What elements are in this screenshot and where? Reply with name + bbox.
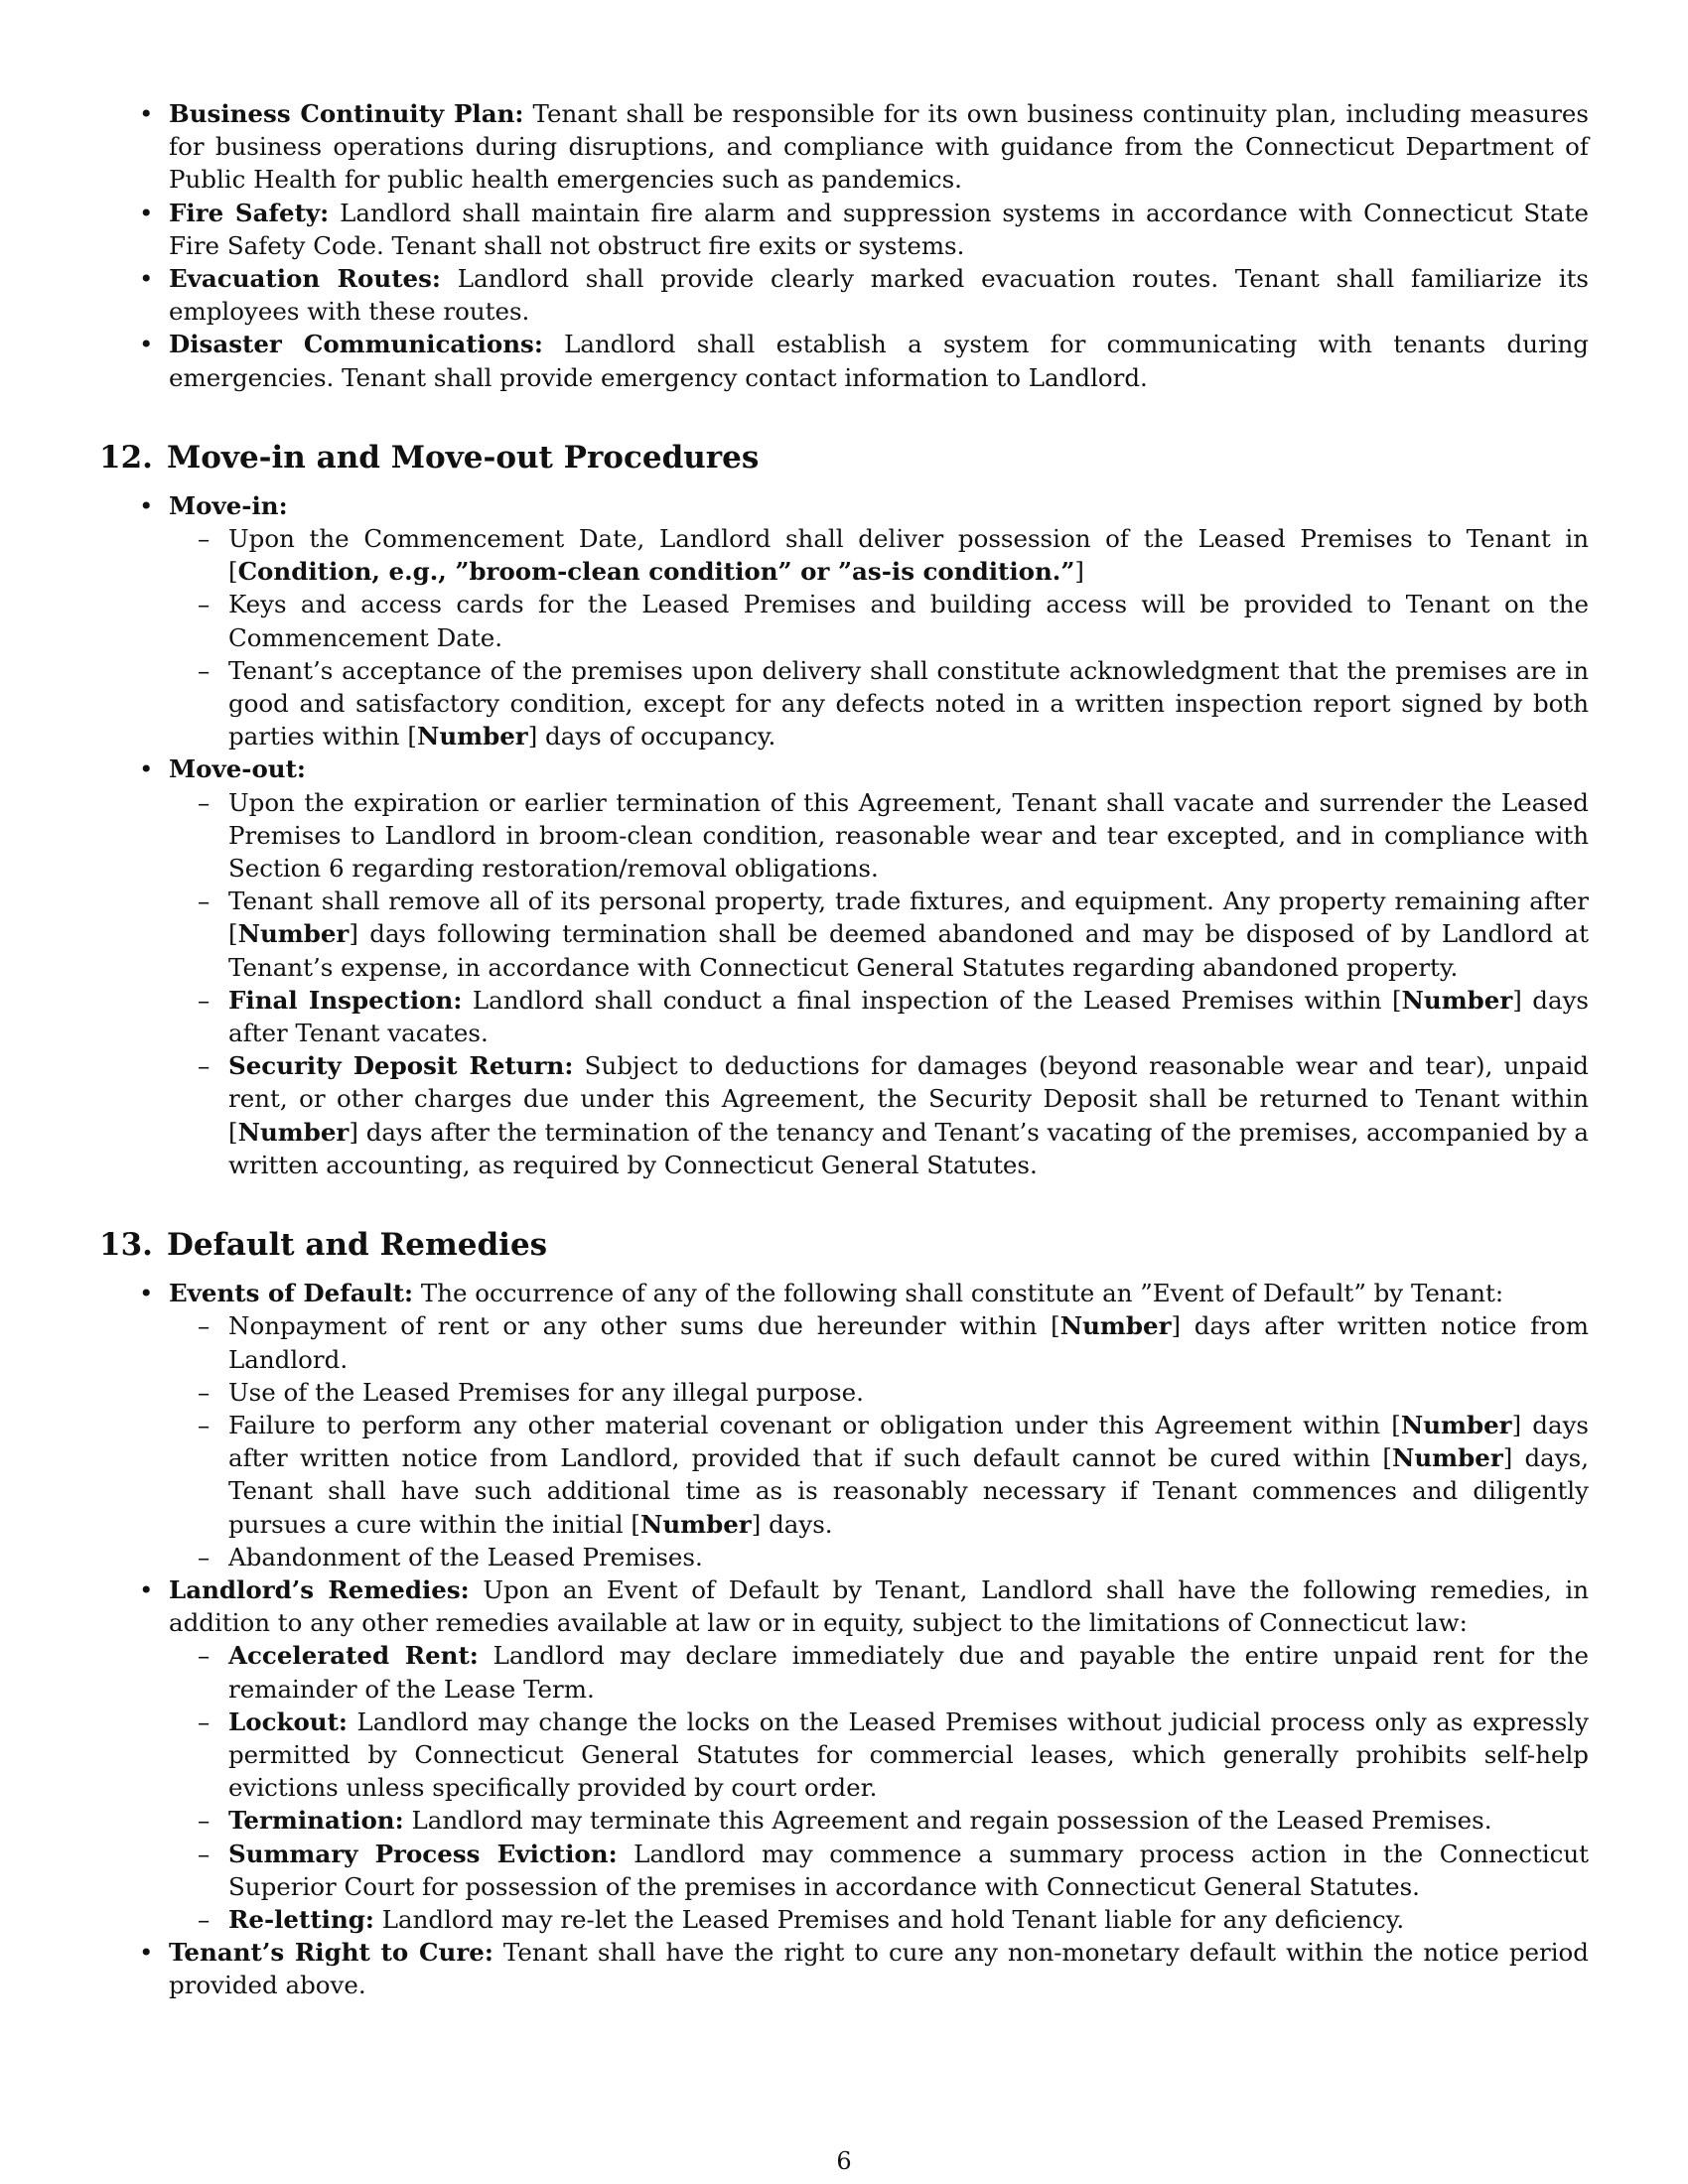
- section-13-heading: [99, 1225, 1589, 1265]
- item-text: Upon the Commencement Date, Landlord shall deliver possession of the Leased Premises to Tenant in [: [228, 524, 1589, 587]
- document-body: [99, 97, 1589, 2002]
- sub-list-item: [228, 1541, 1589, 1573]
- section-number: 12.: [99, 439, 153, 476]
- placeholder-text: Number: [416, 722, 528, 751]
- item-text: ] days after the termination of the tenancy and Tenant’s vacating of the premises, accompanied by a written accounting, as required by Connecticut General Statutes.: [228, 1117, 1589, 1179]
- sub-list-item: [228, 1838, 1589, 1903]
- item-label: Lockout:: [228, 1706, 348, 1736]
- placeholder-text: Number: [237, 1117, 350, 1147]
- sub-list-item: [228, 588, 1589, 653]
- item-text: Landlord may commence a summary process action in the Connecticut Superior Court for possession of the premises in accordance with Connecticut General Statutes.: [228, 1839, 1590, 1901]
- remedies-sublist: [169, 1639, 1589, 1936]
- item-label: Final Inspection:: [228, 985, 463, 1015]
- item-text: The occurrence of any of the following shall constitute an ”Event of Default” by Tenant:: [420, 1279, 1504, 1308]
- events-of-default-item: [169, 1277, 1589, 1573]
- section-title: Default and Remedies: [166, 1227, 548, 1264]
- section-13-list: [99, 1277, 1589, 2001]
- section-title: Move-in and Move-out Procedures: [166, 439, 760, 476]
- placeholder-text: Number: [237, 919, 350, 949]
- item-label: Termination:: [228, 1806, 404, 1836]
- sub-list-item: [228, 1903, 1589, 1936]
- list-item: [169, 262, 1589, 328]
- sub-list-item: [228, 1639, 1589, 1705]
- placeholder-text: Number: [639, 1509, 752, 1539]
- placeholder-text: Number: [1401, 985, 1513, 1015]
- placeholder-text: Condition, e.g., ”broom-clean condition” or ”as-is condition.”: [237, 557, 1075, 587]
- list-item: [169, 328, 1589, 393]
- item-label: Move-out:: [169, 754, 306, 784]
- item-text: Failure to perform any other material covenant or obligation under this Agreement within [: [228, 1410, 1401, 1439]
- item-text: Use of the Leased Premises for any illegal purpose.: [228, 1377, 864, 1407]
- sub-list-item: [228, 984, 1589, 1049]
- item-text: Landlord shall provide clearly marked evacuation routes. Tenant shall familiarize its employees with these routes.: [169, 264, 1589, 327]
- item-text: Upon an Event of Default by Tenant, Landlord shall have the following remedies, in addition to any other remedies available at law or in equity, subject to the limitations of Connecticut law:: [169, 1574, 1589, 1638]
- item-text: Landlord may change the locks on the Leased Premises without judicial process only as expressly permitted by Connecticut General Statutes for commercial leases, which generally prohibits self-help evictions unless specifically provided by court order.: [228, 1706, 1589, 1803]
- section-11-list: [99, 97, 1589, 394]
- placeholder-text: Number: [1400, 1410, 1512, 1439]
- item-label: Security Deposit Return:: [228, 1051, 574, 1081]
- item-text: Landlord shall establish a system for communicating with tenants during emergencies. Tenant shall provide emergency contact information to Landlord.: [169, 330, 1589, 392]
- events-sublist: [169, 1309, 1589, 1573]
- item-label: Re-letting:: [228, 1904, 374, 1934]
- item-text: Landlord may re-let the Leased Premises and hold Tenant liable for any deficiency.: [381, 1904, 1405, 1934]
- item-text: Landlord shall maintain fire alarm and suppression systems in accordance with Connecticut State Fire Safety Code. Tenant shall not obstruct fire exits or systems.: [169, 198, 1589, 260]
- list-item: [169, 197, 1589, 262]
- item-label: Accelerated Rent:: [228, 1641, 479, 1671]
- item-text: ] days, Tenant shall have such additional time as is reasonably necessary if Tenant commences and diligently pursues a cure within the initial [: [228, 1443, 1589, 1539]
- item-text: Tenant shall have the right to cure any non-monetary default within the notice period provided above.: [169, 1938, 1589, 2000]
- item-label: Events of Default:: [169, 1279, 414, 1308]
- move-in-item: [169, 489, 1589, 753]
- item-text: ]: [1074, 557, 1084, 587]
- item-label: Tenant’s Right to Cure:: [169, 1938, 493, 1968]
- move-out-sublist: [169, 786, 1589, 1181]
- sub-list-item: [228, 1309, 1589, 1375]
- item-label: Disaster Communications:: [169, 330, 543, 359]
- sub-list-item: [228, 654, 1589, 753]
- section-number: 13.: [99, 1227, 153, 1264]
- item-text: Landlord may terminate this Agreement and regain possession of the Leased Premises.: [411, 1806, 1492, 1836]
- sub-list-item: [228, 786, 1589, 886]
- item-text: ] days.: [751, 1509, 833, 1539]
- landlord-remedies-item: [169, 1573, 1589, 1936]
- item-text: Keys and access cards for the Leased Premises and building access will be provided to Tenant on the Commencement Date.: [228, 590, 1589, 652]
- item-label: Landlord’s Remedies:: [169, 1574, 470, 1604]
- item-text: Landlord may declare immediately due and payable the entire unpaid rent for the remainder of the Lease Term.: [228, 1641, 1589, 1704]
- move-out-item: [169, 752, 1589, 1181]
- item-text: Tenant’s acceptance of the premises upon delivery shall constitute acknowledgment that the premises are in good and satisfactory condition, except for any defects noted in a written inspection report signed by both parties within [: [228, 655, 1589, 751]
- sub-list-item: [228, 1049, 1589, 1181]
- item-label: Move-in:: [169, 490, 288, 520]
- sub-list-item: [228, 1804, 1589, 1837]
- item-text: Upon the expiration or earlier termination of this Agreement, Tenant shall vacate and surrender the Leased Premises to Landlord in broom-clean condition, reasonable wear and tear excepted, and in compliance with Section 6 regarding restoration/removal obligations.: [228, 787, 1589, 884]
- sub-list-item: [228, 1376, 1589, 1409]
- section-12-heading: [99, 438, 1589, 478]
- item-label: Evacuation Routes:: [169, 264, 441, 294]
- item-text: ] days after written notice from Landlord, provided that if such default cannot be cured within [: [228, 1410, 1589, 1473]
- page-number: 6: [836, 2147, 852, 2175]
- item-text: ] days after Tenant vacates.: [228, 985, 1590, 1048]
- item-text: ] days after written notice from Landlord.: [228, 1311, 1589, 1374]
- placeholder-text: Number: [1059, 1311, 1172, 1341]
- item-label: Business Continuity Plan:: [169, 99, 524, 128]
- item-text: Landlord shall conduct a final inspection of the Leased Premises within [: [472, 985, 1402, 1015]
- item-text: Tenant shall be responsible for its own business continuity plan, including measures for business operations during disruptions, and compliance with guidance from the Connecticut Department of Public Health for public health emergencies such as pandemics.: [169, 99, 1589, 195]
- sub-list-item: [228, 885, 1589, 984]
- placeholder-text: Number: [1391, 1443, 1503, 1473]
- item-text: ] days of occupancy.: [527, 722, 776, 751]
- sub-list-item: [228, 1409, 1589, 1541]
- sub-list-item: [228, 522, 1589, 588]
- sub-list-item: [228, 1706, 1589, 1805]
- item-text: ] days following termination shall be deemed abandoned and may be disposed of by Landlord at Tenant’s expense, in accordance with Connecticut General Statutes regarding abandoned property.: [228, 919, 1589, 982]
- list-item: [169, 97, 1589, 197]
- move-in-sublist: [169, 522, 1589, 752]
- right-to-cure-item: [169, 1936, 1589, 2001]
- item-text: Tenant shall remove all of its personal property, trade fixtures, and equipment. Any property remaining after [: [228, 887, 1589, 949]
- item-text: Nonpayment of rent or any other sums due hereunder within [: [228, 1311, 1060, 1341]
- item-label: Fire Safety:: [169, 198, 330, 227]
- item-text: Abandonment of the Leased Premises.: [228, 1542, 703, 1571]
- item-label: Summary Process Eviction:: [228, 1839, 618, 1868]
- section-12-list: [99, 489, 1589, 1181]
- item-text: Subject to deductions for damages (beyond reasonable wear and tear), unpaid rent, or other charges due under this Agreement, the Security Deposit shall be returned to Tenant within [: [228, 1051, 1589, 1147]
